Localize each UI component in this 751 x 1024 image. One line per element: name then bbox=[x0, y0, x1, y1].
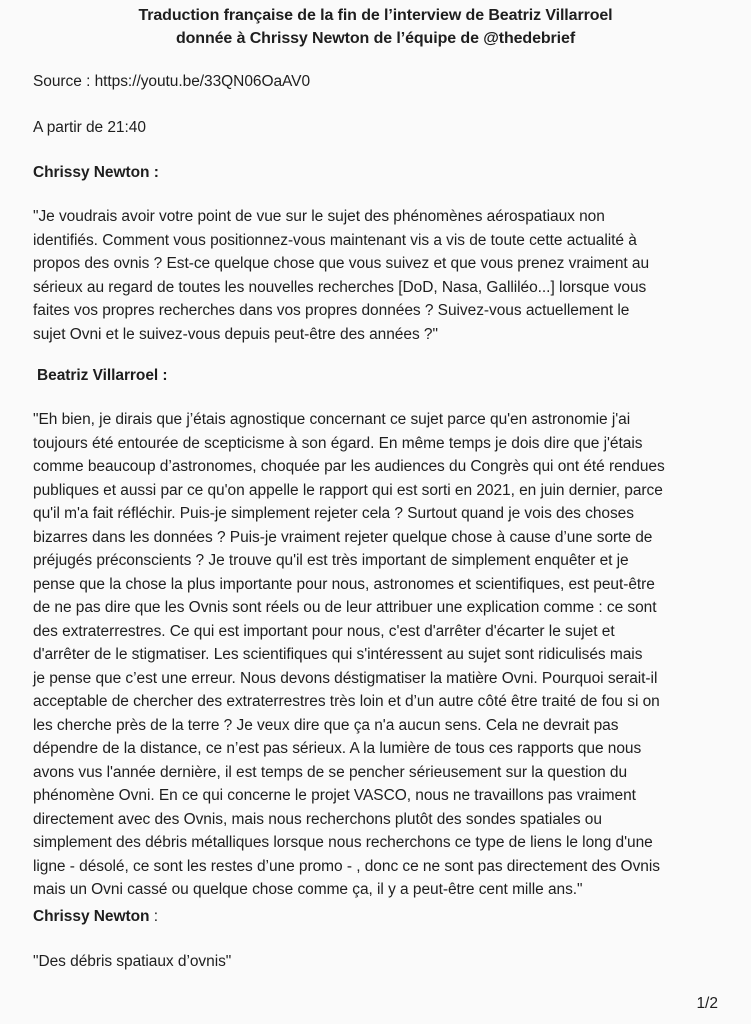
answer-line: dépendre de la distance, ce n’est pas sérieux. A la lumière de tous ces rapports que nous bbox=[33, 740, 642, 757]
title-line-2: donnée à Chrissy Newton de l’équipe de @thedebrief bbox=[175, 30, 576, 47]
speaker-label-chrissy: Chrissy Newton : bbox=[33, 164, 159, 181]
speaker-colon: : bbox=[149, 908, 158, 925]
page-indicator: 1/2 bbox=[696, 995, 718, 1012]
answer-line: je pense que c’est une erreur. Nous devons déstigmatiser la matière Ovni. Pourquoi serait-il bbox=[33, 669, 658, 687]
reply-quote: "Des débris spatiaux d’ovnis" bbox=[33, 953, 232, 970]
question-line: identifiés. Comment vous positionnez-vous maintenant vis a vis de toute cette actualité à bbox=[33, 231, 637, 249]
answer-line: comme beaucoup d’astronomes, choquée par les audiences du Congrès qui ont été rendues bbox=[33, 458, 665, 475]
answer-line: "Eh bien, je dirais que j’étais agnostique concernant ce sujet parce qu'en astronomie j'ai bbox=[33, 411, 631, 428]
question-line: faites vos propres recherches dans vos propres données ? Suivez-vous actuellement le bbox=[33, 302, 630, 319]
speaker-name: Chrissy Newton bbox=[33, 908, 150, 925]
answer-line: phénomène Ovni. En ce qui concerne le projet VASCO, nous ne travaillons pas vraiment bbox=[33, 787, 636, 804]
answer-line: préjugés préconscients ? Je trouve qu'il est très important de simplement enquêter et je bbox=[33, 552, 629, 569]
question-paragraph bbox=[33, 205, 723, 346]
answer-line: toujours été entourée de scepticisme à son égard. En même temps je dois dire que j'étais bbox=[33, 434, 643, 452]
answer-line: avons vus l'année dernière, il est temps de se pencher sérieusement sur la question du bbox=[33, 763, 628, 781]
answer-line: publiques et aussi par ce qu'on appelle le rapport qui est sorti en 2021, en juin dernier, parce bbox=[33, 481, 663, 499]
answer-line: qu'il m'a fait réfléchir. Puis-je simplement rejeter cela ? Surtout quand je vois des choses bbox=[33, 505, 634, 522]
answer-line: de ne pas dire que les Ovnis sont réels ou de leur attribuer une explication comme : ce sont bbox=[33, 599, 657, 616]
question-line: "Je voudrais avoir votre point de vue sur le sujet des phénomènes aérospatiaux non bbox=[33, 208, 605, 225]
answer-line: acceptable de chercher des extraterrestres très loin et d’un autre côté être traité de fou si on bbox=[33, 693, 660, 710]
document-title bbox=[0, 4, 751, 50]
answer-line: mais un Ovni cassé ou quelque chose comme ça, il y a peut-être cent mille ans." bbox=[33, 881, 583, 898]
answer-line: des extraterrestres. Ce qui est important pour nous, c'est d'arrêter d'écarter le sujet et bbox=[33, 622, 615, 640]
answer-line: pense que la chose la plus importante pour nous, astronomes et scientifiques, est peut-être bbox=[33, 575, 655, 593]
start-time: A partir de 21:40 bbox=[33, 119, 146, 136]
answer-line: ligne - désolé, ce sont les restes d’une promo - , donc ce ne sont pas directement des Ovnis bbox=[33, 857, 660, 875]
title-line-1: Traduction française de la fin de l’interview de Beatriz Villarroel bbox=[138, 7, 613, 24]
answer-line: les cherche près de la terre ? Je veux dire que ça n'a aucun sens. Cela ne devrait pas bbox=[33, 716, 619, 734]
speaker-label-beatriz: Beatriz Villarroel : bbox=[37, 367, 168, 384]
answer-line: directement avec des Ovnis, mais nous recherchons plutôt des sondes spatiales ou bbox=[33, 810, 602, 828]
question-line: propos des ovnis ? Est-ce quelque chose que vous suivez et que vous prenez vraiment au bbox=[33, 255, 650, 272]
answer-line: d'arrêter de le stigmatiser. Les scientifiques qui s'intéressent au sujet sont ridiculisés mais bbox=[33, 646, 643, 663]
answer-line: bizarres dans les données ? Puis-je vraiment rejeter quelque chose à cause d’une sorte de bbox=[33, 528, 653, 546]
question-line: sujet Ovni et le suivez-vous depuis peut-être des années ?" bbox=[33, 325, 438, 343]
answer-paragraph bbox=[33, 408, 723, 902]
question-line: sérieux au regard de toutes les nouvelles recherches [DoD, Nasa, Galliléo...] lorsque vous bbox=[33, 278, 647, 296]
source-line: Source : https://youtu.be/33QN06OaAV0 bbox=[33, 73, 311, 90]
speaker-label-chrissy-2 bbox=[33, 905, 723, 929]
answer-line: simplement des débris métalliques lorsque nous recherchons ce type de liens le long d'une bbox=[33, 834, 653, 851]
